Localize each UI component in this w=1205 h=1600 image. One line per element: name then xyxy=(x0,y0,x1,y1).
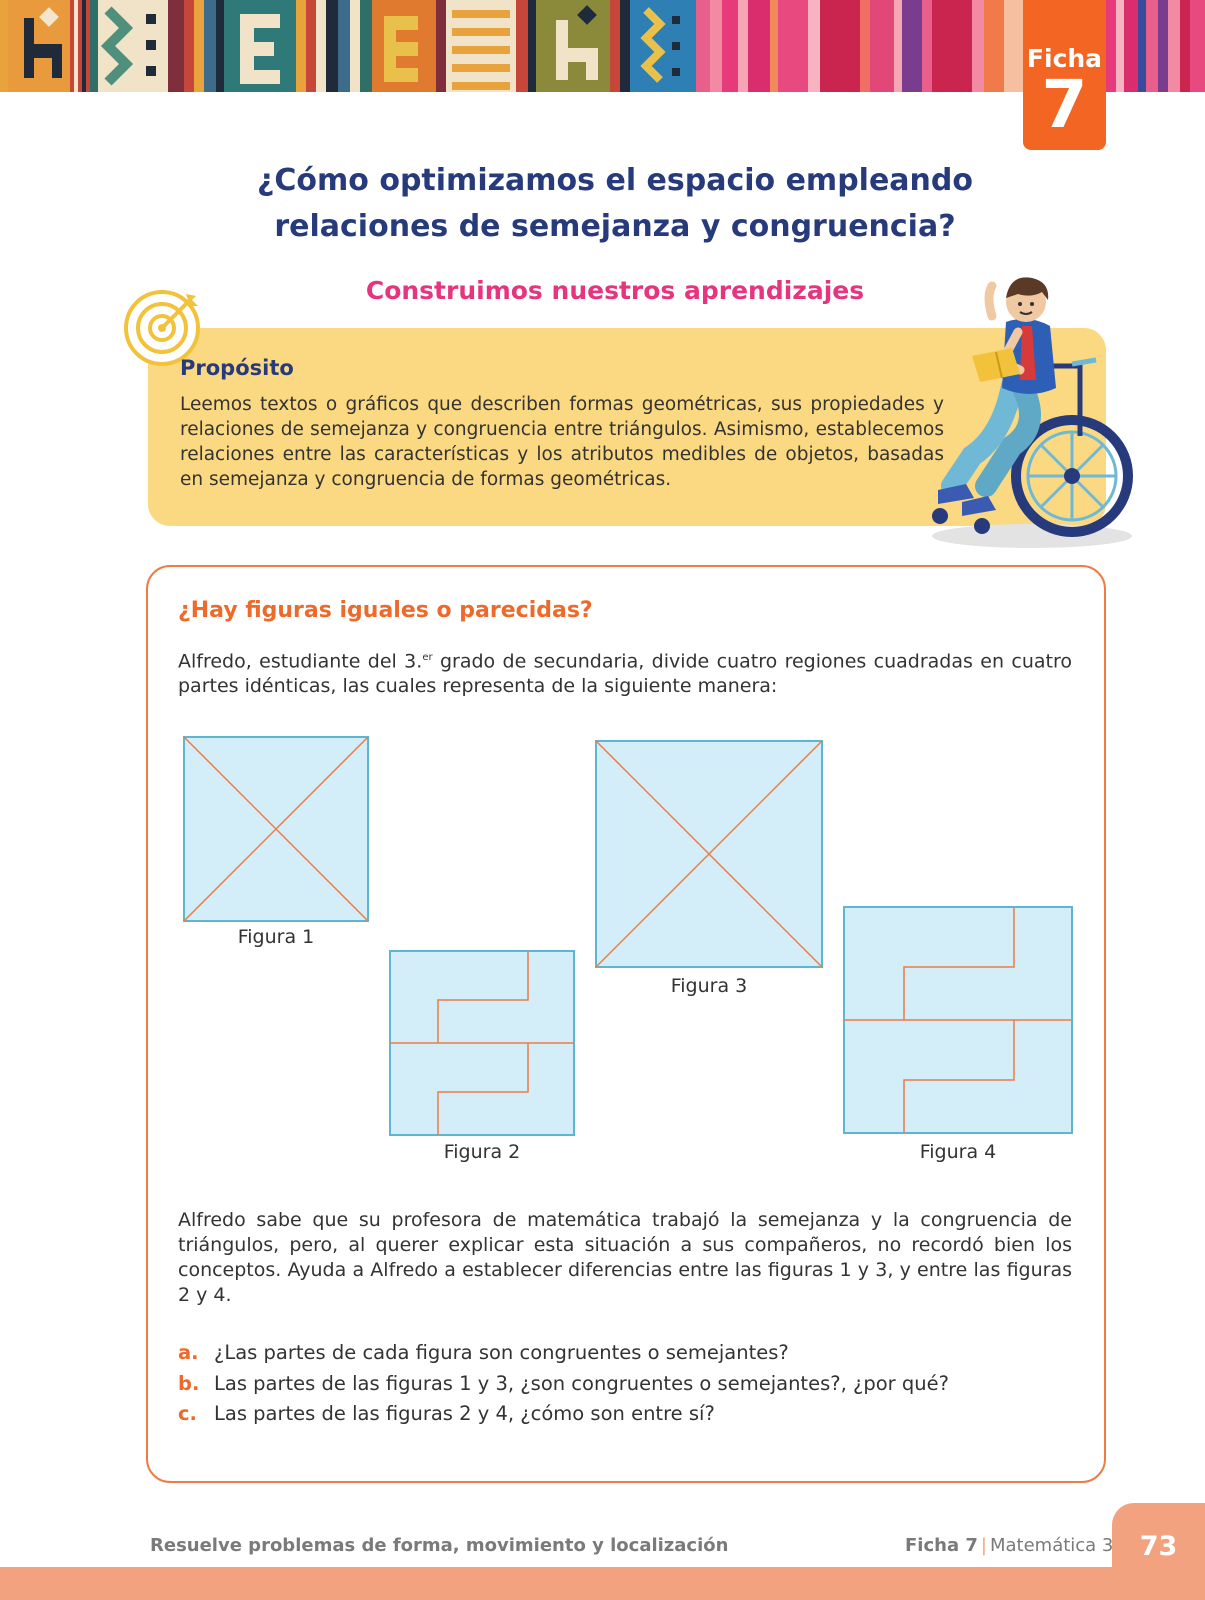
student-wheelchair-illustration xyxy=(922,276,1134,552)
figure-4-square xyxy=(843,906,1073,1134)
purpose-text: Leemos textos o gráficos que describen formas geométricas, sus propiedades y relaciones de semejanza y congruencia entre triángulos. Asimismo, establecemos relaciones entre las características y los atributos medibles de objetos, basadas en semejanza y congruencia de formas geométricas. xyxy=(180,394,944,490)
question-b-text: Las partes de las figuras 1 y 3, ¿son congruentes o semejantes?, ¿por qué? xyxy=(214,1371,949,1395)
question-a-letter: a. xyxy=(178,1341,199,1364)
question-c xyxy=(178,1399,1078,1430)
footer-separator: | xyxy=(980,1535,987,1556)
page-number: 73 xyxy=(1139,1531,1178,1562)
question-a-text: ¿Las partes de cada figura son congruentes o semejantes? xyxy=(214,1341,789,1364)
figure-1-square xyxy=(183,736,369,922)
question-b-letter: b. xyxy=(178,1371,200,1395)
footer-competency: Resuelve problemas de forma, movimiento y localización xyxy=(150,1535,729,1556)
page-title-line2: relaciones de semejanza y congruencia? xyxy=(274,209,956,244)
ficha-badge-number: 7 xyxy=(1041,66,1088,143)
figure-3-square xyxy=(595,740,823,968)
page-title xyxy=(200,158,1030,250)
figure-2-square xyxy=(389,950,575,1136)
footer-ficha: Ficha 7 xyxy=(905,1535,978,1556)
ficha-badge xyxy=(1023,0,1106,150)
figure-3-label: Figura 3 xyxy=(670,975,748,997)
figure-4-label: Figura 4 xyxy=(919,1141,997,1163)
figure-2-label: Figura 2 xyxy=(443,1141,521,1163)
question-c-text: Las partes de las figuras 2 y 4, ¿cómo son entre sí? xyxy=(214,1402,715,1425)
question-b xyxy=(178,1369,1078,1400)
activity-heading: ¿Hay figuras iguales o parecidas? xyxy=(178,598,593,623)
ficha-badge-label: Ficha xyxy=(1026,44,1103,73)
activity-intro-start: Alfredo, estudiante del 3. xyxy=(178,650,423,673)
page-number-tab xyxy=(1112,1503,1205,1600)
purpose-heading: Propósito xyxy=(180,356,294,380)
footer-subject: Matemática 3 xyxy=(989,1535,1114,1556)
figure-1-label: Figura 1 xyxy=(237,926,315,948)
footer-bar xyxy=(0,1567,1205,1600)
activity-paragraph-2: Alfredo sabe que su profesora de matemática trabajó la semejanza y la congruencia de triángulos, pero, al querer explicar esta situación a sus compañeros, no recordó bien los conceptos. Ayuda a Alfredo a establecer diferencias entre las figuras 1 y 3, y entre las figuras 2 y 4. xyxy=(178,1209,1072,1306)
activity-intro-superscript: er xyxy=(422,652,433,663)
question-a xyxy=(178,1338,1078,1369)
activity-intro-end: grado de secundaria, divide cuatro regiones cuadradas en cuatro partes idénticas, las cuales representa de la siguiente manera: xyxy=(178,650,1072,698)
section-title: Construimos nuestros aprendizajes xyxy=(365,276,865,305)
page-title-line1: ¿Cómo optimizamos el espacio empleando xyxy=(257,163,973,198)
question-c-letter: c. xyxy=(178,1402,197,1425)
footer-reference xyxy=(905,1535,1113,1556)
activity-intro xyxy=(178,645,1072,699)
question-list xyxy=(178,1338,1078,1430)
